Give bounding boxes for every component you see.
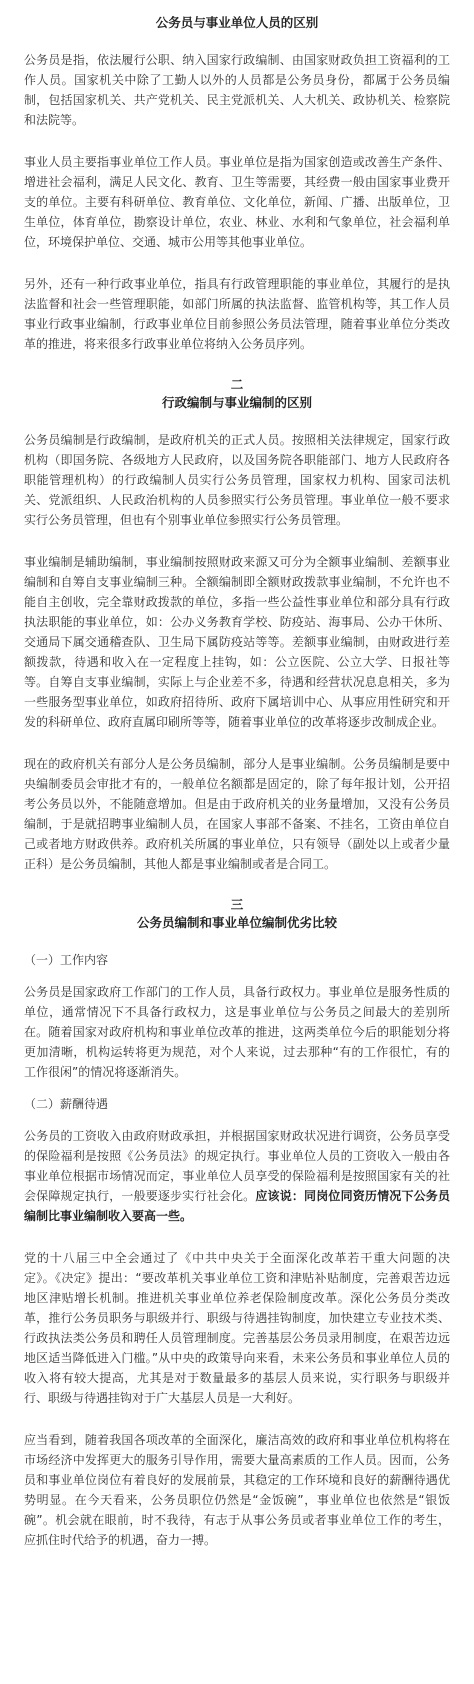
section3-title: 公务员编制和事业单位编制优劣比较 xyxy=(136,915,337,930)
section2-title: 行政编制与事业编制的区别 xyxy=(161,395,312,410)
section3-number: 三 xyxy=(230,897,244,912)
section1-paragraph-2: 事业人员主要指事业单位工作人员。事业单位是指为国家创造或改善生产条件、增进社会福利，满足人民文化、教育、卫生等需要，其经费一般由国家事业费开支的单位。主要有科研单位、教育单位、文化单位，新闻、广播、出版单位，卫生单位，体育单位，勘察设计单位，农业、林业、水利和气象单位，社会福利单位，环境保护单位、交通、城市公用等其他事业单位。 xyxy=(24,155,450,249)
section2-paragraph-2: 事业编制是辅助编制，事业编制按照财政来源又可分为全额事业编制、差额事业编制和自筹自支事业编制三种。全额编制即全额财政拨款事业编制，不允许也不能自主创收，完全靠财政拨款的单位，多指一些公益性事业单位和部分具有行政执法职能的事业单位，如：公办义务教育学校、防疫站、海事局、公办干休所、交通局下属交通稽查队、卫生局下属防疫站等等。差额事业编制，由财政进行差额拨款，待遇和收入在一定程度上挂钩，如：公立医院、公立大学、日报社等等。自筹自支事业编制，实际上与企业差不多，待遇和经营状况息息相关，多为一些服务型事业单位，如政府招待所、政府下属培训中心、从事应用性研究和开发的科研单位、政府直属印刷所等等，随着事业单位的改革将逐步改制成企业。 xyxy=(24,555,450,729)
section1-title: 公务员与事业单位人员的区别 xyxy=(155,15,319,30)
section2-number: 二 xyxy=(230,377,244,392)
section2-paragraph-1: 公务员编制是行政编制，是政府机关的正式人员。按照相关法律规定，国家行政机构（即国务院、各级地方人民政府，以及国务院各职能部门、地方人民政府各职能管理机构）的行政编制人员实行公务员管理，国家权力机构、国家司法机关、党派组织、人民政治机构的人员参照实行公务员管理。事业单位一般不要求实行公务员管理，但也有个别事业单位参照实行公务员管理。 xyxy=(24,433,450,527)
section3-paragraph-1: 公务员是国家政府工作部门的工作人员，具备行政权力。事业单位是服务性质的单位，通常情况下不具备行政权力，这是事业单位与公务员之间最大的差别所在。随着国家对政府机构和事业单位改革的推进，这两类单位今后的职能划分将更加清晰，机构运转将更为规范，对个人来说，过去那种“有的工作很忙，有的工作很闲”的情况将逐渐消失。 xyxy=(24,985,450,1079)
section3-paragraph-3: 党的十八届三中全会通过了《中共中央关于全面深化改革若干重大问题的决定》。《决定》提出：“要改革机关事业单位工资和津贴补贴制度，完善艰苦边远地区津贴增长机制。推进机关事业单位养老保险制度改革。深化公务员分类改革，推行公务员职务与职级并行、职级与待遇挂钩制度，加快建立专业技术类、行政执法类公务员和聘任人员管理制度。完善基层公务员录用制度，在艰苦边远地区适当降低进入门槛。”从中央的政策导向来看，未来公务员和事业单位人员的收入将有较大提高，尤其是对于数量最多的基层人员来说，实行职务与职级并行、职级与待遇挂钩对于广大基层人员是一大利好。 xyxy=(24,1251,450,1405)
section1-paragraph-3: 另外，还有一种行政事业单位，指具有行政管理职能的事业单位，其履行的是执法监督和社会一些管理职能，如部门所属的执法监督、监管机构等，其工作人员事业行政事业编制，行政事业单位目前参照公务员法管理，随着事业单位分类改革的推进，将来很多行政事业单位将纳入公务员序列。 xyxy=(24,277,450,351)
section3-subheading-salary: （二）薪酬待遇 xyxy=(24,1097,109,1111)
section1-paragraph-1: 公务员是指，依法履行公职、纳入国家行政编制、由国家财政负担工资福利的工作人员。国家机关中除了工勤人以外的人员都是公务员身份，都属于公务员编制，包括国家机关、共产党机关、民主党派机关、人大机关、政协机关、检察院和法院等。 xyxy=(24,53,450,127)
salary-text: 公务员的工资收入由政府财政承担，并根据国家财政状况进行调资，公务员享受的保险福利是按照《公务员法》的规定执行。事业单位人员的工资收入一般由各事业单位根据市场情况而定，事业单位人员享受的保险福利是按照国家有关的社会保障规定执行，一般要逐步实行社会化。 xyxy=(24,1129,450,1203)
section2-paragraph-3: 现在的政府机关有部分人是公务员编制，部分人是事业编制。公务员编制是要中央编制委员会审批才有的，一般单位名额都是固定的，除了每年报计划，公开招考公务员以外，不能随意增加。但是由于政府机关的业务量增加，又没有公务员编制，于是就招聘事业编制人员，在国家人事部不备案、不挂名，工资由单位自己或者地方财政供养。政府机关所属的事业单位，只有领导（副处以上或者少量正科）是公务员编制，其他人都是事业编制或者是合同工。 xyxy=(24,757,450,871)
salary-conclusion: 应该说：同岗位同资历情况下公务员编制比事业编制收入要高一些。 xyxy=(24,1189,450,1223)
section3-paragraph-4: 应当看到，随着我国各项改革的全面深化，廉洁高效的政府和事业单位机构将在市场经济中发挥更大的服务引导作用，需要大量高素质的工作人员。因而，公务员和事业单位岗位有着良好的发展前景，其稳定的工作环境和良好的薪酬待遇优势明显。在今天看来，公务员职位仍然是“金饭碗”，事业单位也依然是“银饭碗”。机会就在眼前，时不我待，有志于从事公务员或者事业单位工作的考生，应抓住时代给予的机遇，奋力一搏。 xyxy=(24,1433,450,1547)
section3-paragraph-2 xyxy=(24,1126,450,1226)
section3-subheading-work: （一）工作内容 xyxy=(24,953,109,967)
